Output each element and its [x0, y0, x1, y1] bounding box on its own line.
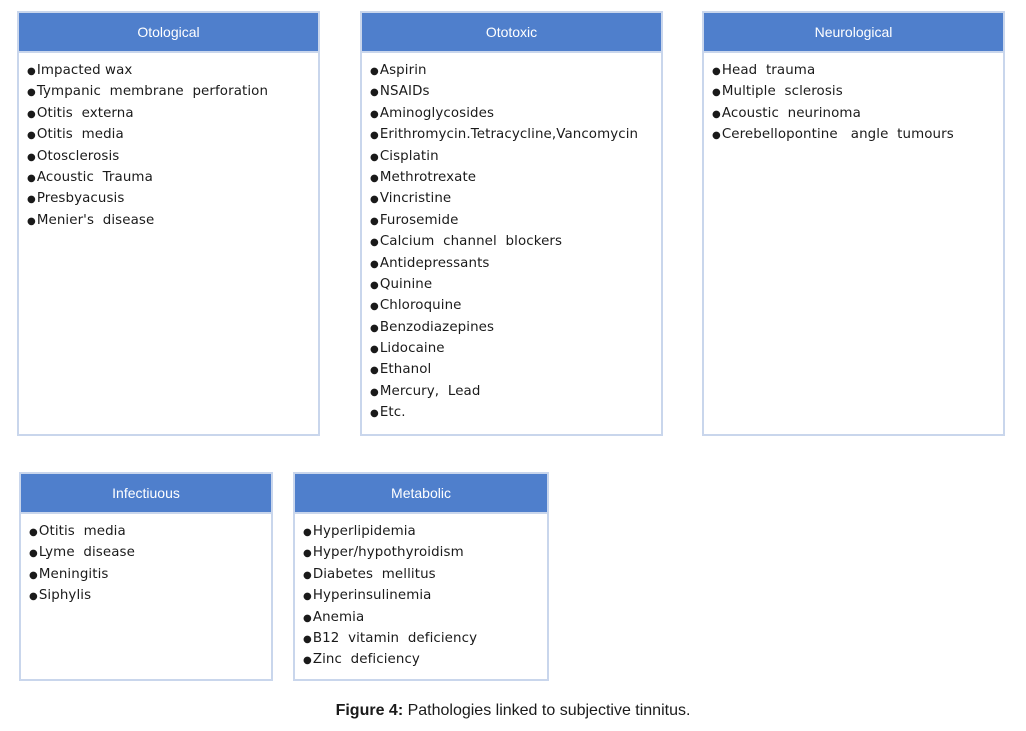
category-box-infectious	[19, 472, 273, 681]
caption-label: Figure 4:	[335, 702, 404, 719]
list-item-text: Multiple sclerosis	[721, 84, 843, 100]
caption-text: Pathologies linked to subjective tinnitus.	[403, 702, 691, 719]
bullet-icon: ●	[29, 548, 38, 560]
list-item-text: Antidepressants	[379, 255, 490, 271]
bullet-icon: ●	[303, 527, 312, 538]
list-item-text: Acoustic Trauma	[36, 169, 153, 185]
list-item-text: Cerebellopontine angle tumours	[721, 127, 954, 143]
bullet-icon: ●	[370, 151, 379, 163]
list-item-text: Hyper/hypothyroidism	[312, 545, 464, 561]
list-item-text: Impacted wax	[36, 63, 133, 78]
list-item-text: Siphylis	[38, 588, 92, 604]
list-item	[370, 188, 661, 209]
list-item-text: Meningitis	[38, 566, 109, 582]
list-item-text: Erithromycin.Tetracycline,Vancomycin	[379, 127, 639, 143]
bullet-icon: ●	[27, 130, 36, 142]
bullet-icon: ●	[303, 591, 312, 603]
bullet-icon: ●	[370, 408, 379, 420]
list-item-text: Aspirin	[379, 63, 427, 78]
list-item-text: Hyperinsulinemia	[312, 588, 432, 604]
list-item	[303, 542, 547, 563]
list-item-text: Mercury, Lead	[379, 383, 481, 399]
item-list	[704, 53, 1003, 146]
bullet-icon: ●	[303, 612, 312, 624]
box-title: Infectiuous	[21, 474, 271, 514]
bullet-icon: ●	[370, 194, 379, 206]
box-title: Otological	[19, 13, 318, 53]
list-item-text: Ethanol	[379, 362, 432, 378]
list-item-text: Lyme disease	[38, 545, 135, 561]
bullet-icon: ●	[712, 87, 721, 99]
bullet-icon: ●	[303, 548, 312, 560]
bullet-icon: ●	[27, 108, 36, 120]
list-item	[27, 124, 318, 145]
list-item	[303, 564, 547, 585]
list-item-text: Otitis externa	[36, 105, 134, 121]
list-item-text: Presbyacusis	[36, 191, 125, 207]
list-item	[27, 103, 318, 124]
item-list	[362, 53, 661, 424]
bullet-icon: ●	[29, 569, 38, 581]
category-box-ototoxic	[360, 11, 663, 436]
bullet-icon: ●	[303, 569, 312, 581]
bullet-icon: ●	[370, 215, 379, 227]
list-item	[303, 649, 547, 670]
bullet-icon: ●	[370, 130, 379, 142]
list-item	[303, 607, 547, 628]
list-item-text: Cisplatin	[379, 148, 439, 164]
item-list	[295, 514, 547, 671]
list-item-text: Methrotrexate	[379, 169, 477, 185]
bullet-icon: ●	[370, 301, 379, 313]
bullet-icon: ●	[27, 66, 36, 77]
list-item	[29, 564, 271, 585]
list-item-text: Diabetes mellitus	[312, 566, 436, 582]
list-item	[29, 585, 271, 606]
box-title: Ototoxic	[362, 13, 661, 53]
bullet-icon: ●	[370, 365, 379, 377]
bullet-icon: ●	[370, 258, 379, 270]
list-item-text: Lidocaine	[379, 341, 445, 357]
category-box-otological	[17, 11, 320, 436]
bullet-icon: ●	[27, 172, 36, 184]
list-item	[370, 253, 661, 274]
list-item	[370, 402, 661, 423]
list-item-text: NSAIDs	[379, 84, 430, 100]
list-item-text: Anemia	[312, 609, 365, 625]
list-item-text: Quinine	[379, 276, 433, 292]
list-item	[27, 60, 318, 81]
bullet-icon: ●	[370, 172, 379, 184]
list-item	[370, 103, 661, 124]
list-item	[370, 210, 661, 231]
bullet-icon: ●	[370, 344, 379, 356]
bullet-icon: ●	[303, 655, 312, 667]
list-item	[27, 210, 318, 231]
list-item	[370, 295, 661, 316]
list-item-text: Acoustic neurinoma	[721, 105, 861, 121]
bullet-icon: ●	[29, 527, 38, 538]
bullet-icon: ●	[27, 194, 36, 206]
category-box-metabolic	[293, 472, 549, 681]
bullet-icon: ●	[370, 108, 379, 120]
list-item	[370, 60, 661, 81]
list-item	[370, 167, 661, 188]
bullet-icon: ●	[712, 66, 721, 77]
list-item	[712, 103, 1003, 124]
list-item-text: Etc.	[379, 405, 406, 421]
list-item	[303, 628, 547, 649]
list-item	[27, 167, 318, 188]
list-item-text: Otosclerosis	[36, 148, 120, 164]
bullet-icon: ●	[370, 322, 379, 334]
list-item	[27, 81, 318, 102]
list-item	[370, 146, 661, 167]
list-item-text: Menier's disease	[36, 212, 155, 228]
list-item-text: Head trauma	[721, 63, 816, 78]
list-item	[370, 124, 661, 145]
list-item	[712, 124, 1003, 145]
box-title: Neurological	[704, 13, 1003, 53]
list-item-text: Zinc deficiency	[312, 652, 420, 668]
list-item	[370, 338, 661, 359]
bullet-icon: ●	[370, 66, 379, 77]
bullet-icon: ●	[27, 151, 36, 163]
list-item-text: Vincristine	[379, 191, 452, 207]
list-item	[29, 542, 271, 563]
bullet-icon: ●	[29, 591, 38, 603]
bullet-icon: ●	[303, 633, 312, 645]
figure-caption	[0, 702, 1026, 720]
list-item-text: Furosemide	[379, 212, 459, 228]
item-list	[21, 514, 271, 607]
box-title: Metabolic	[295, 474, 547, 514]
list-item-text: Tympanic membrane perforation	[36, 84, 269, 100]
list-item	[27, 146, 318, 167]
item-list	[19, 53, 318, 231]
list-item-text: Calcium channel blockers	[379, 234, 563, 250]
bullet-icon: ●	[712, 108, 721, 120]
list-item	[370, 359, 661, 380]
bullet-icon: ●	[370, 237, 379, 249]
list-item	[303, 585, 547, 606]
list-item	[370, 381, 661, 402]
list-item	[27, 188, 318, 209]
list-item	[303, 521, 547, 542]
bullet-icon: ●	[370, 279, 379, 291]
list-item	[370, 274, 661, 295]
bullet-icon: ●	[370, 386, 379, 398]
list-item-text: Otitis media	[36, 127, 124, 143]
list-item-text: B12 vitamin deficiency	[312, 630, 478, 646]
list-item-text: Otitis media	[38, 524, 126, 539]
list-item-text: Hyperlipidemia	[312, 524, 416, 539]
list-item	[712, 60, 1003, 81]
category-box-neurological	[702, 11, 1005, 436]
bullet-icon: ●	[27, 87, 36, 99]
list-item-text: Chloroquine	[379, 298, 462, 314]
list-item	[370, 81, 661, 102]
list-item-text: Aminoglycosides	[379, 105, 495, 121]
list-item	[370, 317, 661, 338]
bullet-icon: ●	[712, 130, 721, 142]
bullet-icon: ●	[27, 215, 36, 227]
list-item	[29, 521, 271, 542]
bullet-icon: ●	[370, 87, 379, 99]
list-item	[370, 231, 661, 252]
list-item-text: Benzodiazepines	[379, 319, 495, 335]
list-item	[712, 81, 1003, 102]
